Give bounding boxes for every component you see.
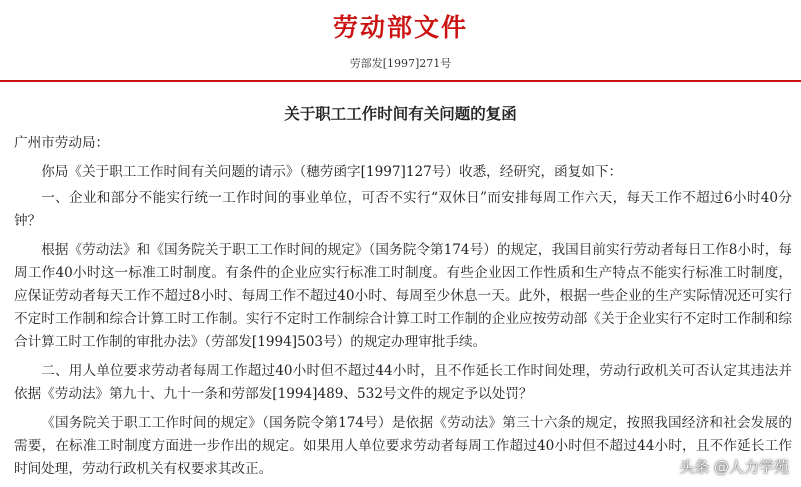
document-body bbox=[14, 132, 792, 487]
header-divider bbox=[0, 80, 801, 82]
document-number: 劳部发[1997]271号 bbox=[349, 57, 452, 70]
document-header-title: 劳动部文件 bbox=[332, 13, 468, 42]
answer-paragraph: 根据《劳动法》和《国务院关于职工工作时间的规定》（国务院令第174号）的规定，我国目前实行劳动者每日工作8小时，每周工作40小时这一标准工时制度。有条件的企业应实行标准工时制度。有些企业因工作性质和生产特点不能实行标准工时制度，应保证劳动者每天工作不超过8小时、每周工作不超过40小时、每周至少休息一天。此外，根据一些企业的生产实际情况还可实行不定时工作制和综合计算工时工作制。实行不定时工作制综合计算工时工作制的企业应按劳动部《关于企业实行不定时工作制和综合计算工时工作制的审批办法》（劳部发[1994]503号）的规定办理审批手续。 bbox=[14, 242, 792, 350]
watermark: 头条 @人力学苑 bbox=[679, 458, 789, 476]
question-paragraph: 一、企业和部分不能实行统一工作时间的事业单位，可否不实行“双休日”而安排每周工作六天，每天工作不超过6小时40分钟？ bbox=[14, 190, 792, 229]
salutation: 广州市劳动局： bbox=[14, 135, 110, 151]
paragraph: 你局《关于职工工作时间有关问题的请示》（穗劳函字[1997]127号）收悉，经研究，函复如下： bbox=[41, 164, 623, 180]
question-paragraph: 二、用人单位要求劳动者每周工作超过40小时但不超过44小时，且不作延长工作时间处理，劳动行政机关可否认定其违法并依据《劳动法》第九十、九十一条和劳部发[1994]489、532号文件的规定予以处罚？ bbox=[14, 363, 792, 402]
document-title: 关于职工工作时间有关问题的复函 bbox=[284, 104, 517, 123]
answer-paragraph: 《国务院关于职工工作时间的规定》（国务院令第174号）是依据《劳动法》第三十六条的规定，按照我国经济和社会发展的需要，在标准工时制度方面进一步作出的规定。如果用人单位要求劳动者每周工作超过40小时但不超过44小时，且不作延长工作时间处理，劳动行政机关有权要求其改正。 bbox=[14, 415, 792, 477]
